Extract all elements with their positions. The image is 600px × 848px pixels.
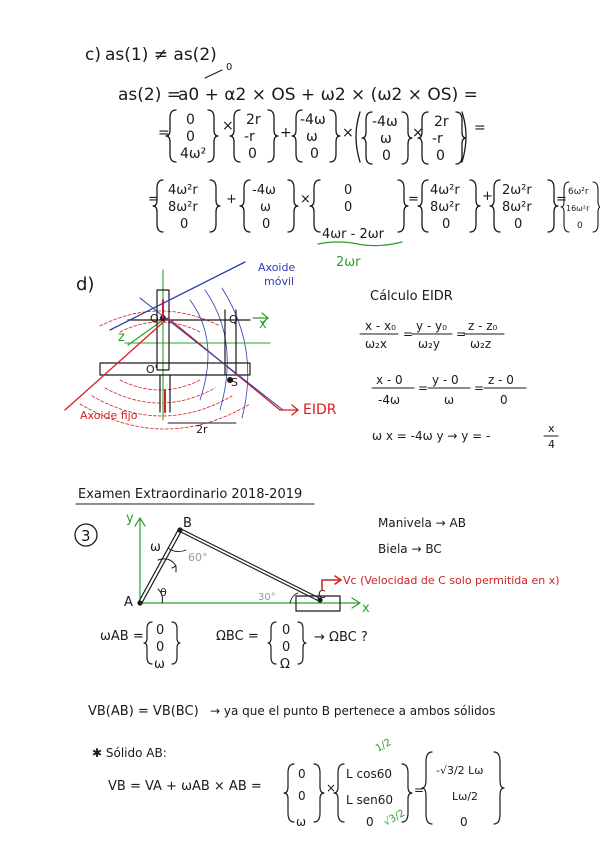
frac-den: 4 bbox=[548, 438, 555, 451]
axis-z-label: z bbox=[118, 330, 125, 345]
cell: ω bbox=[380, 131, 392, 147]
cell: 0 bbox=[298, 789, 306, 803]
vb-note: → ya que el punto B pertenece a ambos sólidos bbox=[210, 704, 496, 718]
green-root-note: √3/2 bbox=[382, 807, 407, 829]
brace bbox=[330, 110, 340, 162]
cell: 0 bbox=[442, 217, 451, 232]
op: + bbox=[482, 189, 493, 204]
brace bbox=[470, 180, 480, 232]
blue-arcs bbox=[190, 288, 248, 418]
cell: 2r bbox=[246, 112, 261, 128]
num: z - z₀ bbox=[468, 319, 498, 333]
cell: 0 bbox=[156, 640, 165, 655]
point-Q-label: Q bbox=[229, 313, 238, 326]
vb-expression: VB = VA + ωAB × AB = bbox=[108, 779, 262, 794]
op: × bbox=[300, 192, 311, 207]
cell: L sen60 bbox=[346, 793, 394, 807]
w-ab-label: ωAB = bbox=[100, 629, 144, 644]
part-c bbox=[85, 45, 600, 270]
eq-sign: = bbox=[414, 783, 425, 797]
brace bbox=[362, 112, 372, 164]
label-A: A bbox=[124, 595, 133, 610]
brace bbox=[402, 112, 412, 164]
op: × bbox=[412, 125, 424, 141]
cell: 4ω²r bbox=[430, 183, 460, 198]
eq-sign: = bbox=[474, 381, 485, 395]
cell: Ω bbox=[280, 657, 290, 672]
num: x - x₀ bbox=[365, 319, 396, 333]
cell: 0 bbox=[282, 640, 291, 655]
op: = bbox=[556, 192, 567, 207]
cell: -4ω bbox=[252, 183, 276, 198]
eidr-label: EIDR bbox=[303, 402, 337, 418]
y-axis-label: y bbox=[126, 511, 134, 526]
num: x - 0 bbox=[376, 373, 403, 387]
den: ω bbox=[444, 393, 455, 407]
cell: 0 bbox=[282, 623, 291, 638]
den: ω₂x bbox=[365, 337, 387, 351]
part-c-header-equation: as(1) ≠ as(2) bbox=[105, 45, 217, 65]
axoide-movil-label-1: Axoide bbox=[258, 261, 296, 274]
green-note: 2ωr bbox=[336, 255, 361, 270]
frac-num: x bbox=[548, 422, 555, 435]
cell: 0 bbox=[180, 217, 189, 232]
point-O-label: O bbox=[150, 312, 159, 325]
cell: -4ω bbox=[372, 114, 398, 130]
brace bbox=[398, 180, 408, 232]
angle30-label: 30° bbox=[258, 592, 276, 603]
omega-label: ω bbox=[150, 540, 161, 555]
axoide-fijo-label: Axoide fijo bbox=[80, 409, 138, 422]
op: × bbox=[342, 125, 354, 141]
cell: -r bbox=[244, 129, 255, 145]
den: -4ω bbox=[378, 393, 401, 407]
part-d bbox=[65, 261, 558, 451]
cell: 0 bbox=[248, 146, 257, 162]
eq-sign: = bbox=[418, 381, 429, 395]
cell: -4ω bbox=[300, 112, 326, 128]
part-c-label: c) bbox=[85, 45, 101, 65]
dim-2r-label: 2r bbox=[196, 423, 208, 436]
calc-eidr-title: Cálculo EIDR bbox=[370, 289, 453, 304]
op: = bbox=[148, 192, 159, 207]
cell: -r bbox=[432, 131, 443, 147]
cell: -√3/2 Lω bbox=[436, 764, 484, 777]
angle60-label: 60° bbox=[188, 551, 208, 564]
cell: 6ω²r bbox=[568, 187, 589, 197]
row3 bbox=[148, 180, 600, 242]
point-B bbox=[177, 527, 182, 532]
exam-section bbox=[75, 487, 560, 829]
brace bbox=[310, 180, 320, 232]
cell: 0 bbox=[262, 217, 271, 232]
brace bbox=[288, 180, 298, 232]
row2 bbox=[158, 110, 486, 164]
den: ω₂y bbox=[418, 337, 440, 351]
cell: L cos60 bbox=[346, 767, 392, 781]
cell: ω bbox=[306, 129, 318, 145]
zero-annotation-arrow bbox=[205, 70, 222, 78]
cell: 2r bbox=[434, 114, 449, 130]
cell: 16ω²r bbox=[566, 204, 590, 213]
point-S-label: S bbox=[231, 376, 238, 389]
cell: 2ω²r bbox=[502, 183, 532, 198]
angle30-arc bbox=[290, 593, 298, 603]
cell: 0 bbox=[366, 815, 374, 829]
mechanism bbox=[100, 290, 250, 412]
den: 0 bbox=[500, 393, 508, 407]
cell: 0 bbox=[344, 200, 353, 215]
op: = bbox=[474, 120, 486, 136]
vb-equality: VB(AB) = VB(BC) bbox=[88, 704, 199, 719]
label-C: C bbox=[318, 588, 326, 601]
cell: 0 bbox=[344, 183, 353, 198]
exam-title: Examen Extraordinario 2018-2019 bbox=[78, 487, 303, 502]
solid-ab-heading: ✱ Sólido AB: bbox=[92, 746, 167, 760]
brace bbox=[208, 110, 218, 162]
cross-op: × bbox=[326, 781, 337, 795]
eidr-specific-eq bbox=[372, 373, 526, 407]
brace bbox=[593, 182, 600, 232]
eq-sign: = bbox=[456, 327, 467, 341]
zero-annotation: 0 bbox=[226, 62, 233, 73]
brace bbox=[418, 180, 428, 232]
brace bbox=[490, 180, 500, 232]
brace bbox=[240, 180, 250, 232]
cell: 0 bbox=[382, 148, 391, 164]
num: z - 0 bbox=[488, 373, 514, 387]
op: + bbox=[226, 192, 237, 207]
op: + bbox=[280, 125, 292, 141]
row2-eq: = bbox=[158, 125, 170, 141]
cell: 8ω²r bbox=[502, 200, 532, 215]
eidr-final-eq: ω x = -4ω y → y = - bbox=[372, 429, 491, 443]
axoide-movil-label-2: móvil bbox=[264, 275, 295, 288]
green-half-note: 1/2 bbox=[374, 737, 394, 755]
cell: 4ω²r bbox=[168, 183, 198, 198]
cell: 0 bbox=[298, 767, 306, 781]
eq-sign: = bbox=[403, 327, 414, 341]
axis-x-label: x bbox=[259, 317, 267, 332]
cell: 0 bbox=[186, 112, 195, 128]
brace bbox=[268, 110, 278, 162]
eidr-general-eq bbox=[360, 319, 504, 351]
part-d-label: d) bbox=[76, 274, 95, 295]
cell: 0 bbox=[310, 146, 319, 162]
omega-bc-label: ΩBC = bbox=[216, 629, 259, 644]
label-B: B bbox=[183, 516, 192, 531]
cell: 4ωr - 2ωr bbox=[322, 227, 384, 242]
point-A bbox=[137, 600, 142, 605]
num: y - y₀ bbox=[416, 319, 447, 333]
cell: 0 bbox=[577, 221, 583, 231]
manivela-note: Manivela → AB bbox=[378, 516, 466, 530]
cell: 8ω²r bbox=[430, 200, 460, 215]
x-axis-label: x bbox=[362, 601, 370, 616]
biela-note: Biela → BC bbox=[378, 542, 442, 556]
op: = bbox=[408, 192, 419, 207]
cell: 0 bbox=[186, 129, 195, 145]
green-underline bbox=[318, 242, 402, 246]
as2-rhs: a0 + α2 × OS + ω2 × (ω2 × OS) = bbox=[178, 85, 478, 105]
cell: 0 bbox=[156, 623, 165, 638]
problem-number: 3 bbox=[81, 527, 91, 545]
cell: Lω/2 bbox=[452, 790, 479, 803]
theta-label: θ bbox=[160, 586, 167, 599]
den: ω₂z bbox=[470, 337, 492, 351]
paren bbox=[356, 112, 360, 162]
num: y - 0 bbox=[432, 373, 459, 387]
cell: ω bbox=[260, 200, 271, 215]
cell: 4ω² bbox=[180, 146, 207, 162]
as2-lhs: as(2) = bbox=[118, 85, 182, 105]
cell: 0 bbox=[514, 217, 523, 232]
cell: 0 bbox=[436, 148, 445, 164]
omega-vectors bbox=[100, 622, 368, 672]
point-O1-label: O' bbox=[146, 363, 158, 376]
cell: ω bbox=[296, 815, 307, 829]
brace bbox=[166, 110, 176, 162]
cell: 8ω²r bbox=[168, 200, 198, 215]
brace bbox=[210, 180, 220, 232]
omega-bc-question: → ΩBC ? bbox=[314, 630, 368, 645]
cell: ω bbox=[154, 657, 165, 672]
op: × bbox=[222, 118, 234, 134]
cell: 0 bbox=[460, 815, 468, 829]
vc-note: Vc (Velocidad de C solo permitida en x) bbox=[343, 574, 560, 587]
